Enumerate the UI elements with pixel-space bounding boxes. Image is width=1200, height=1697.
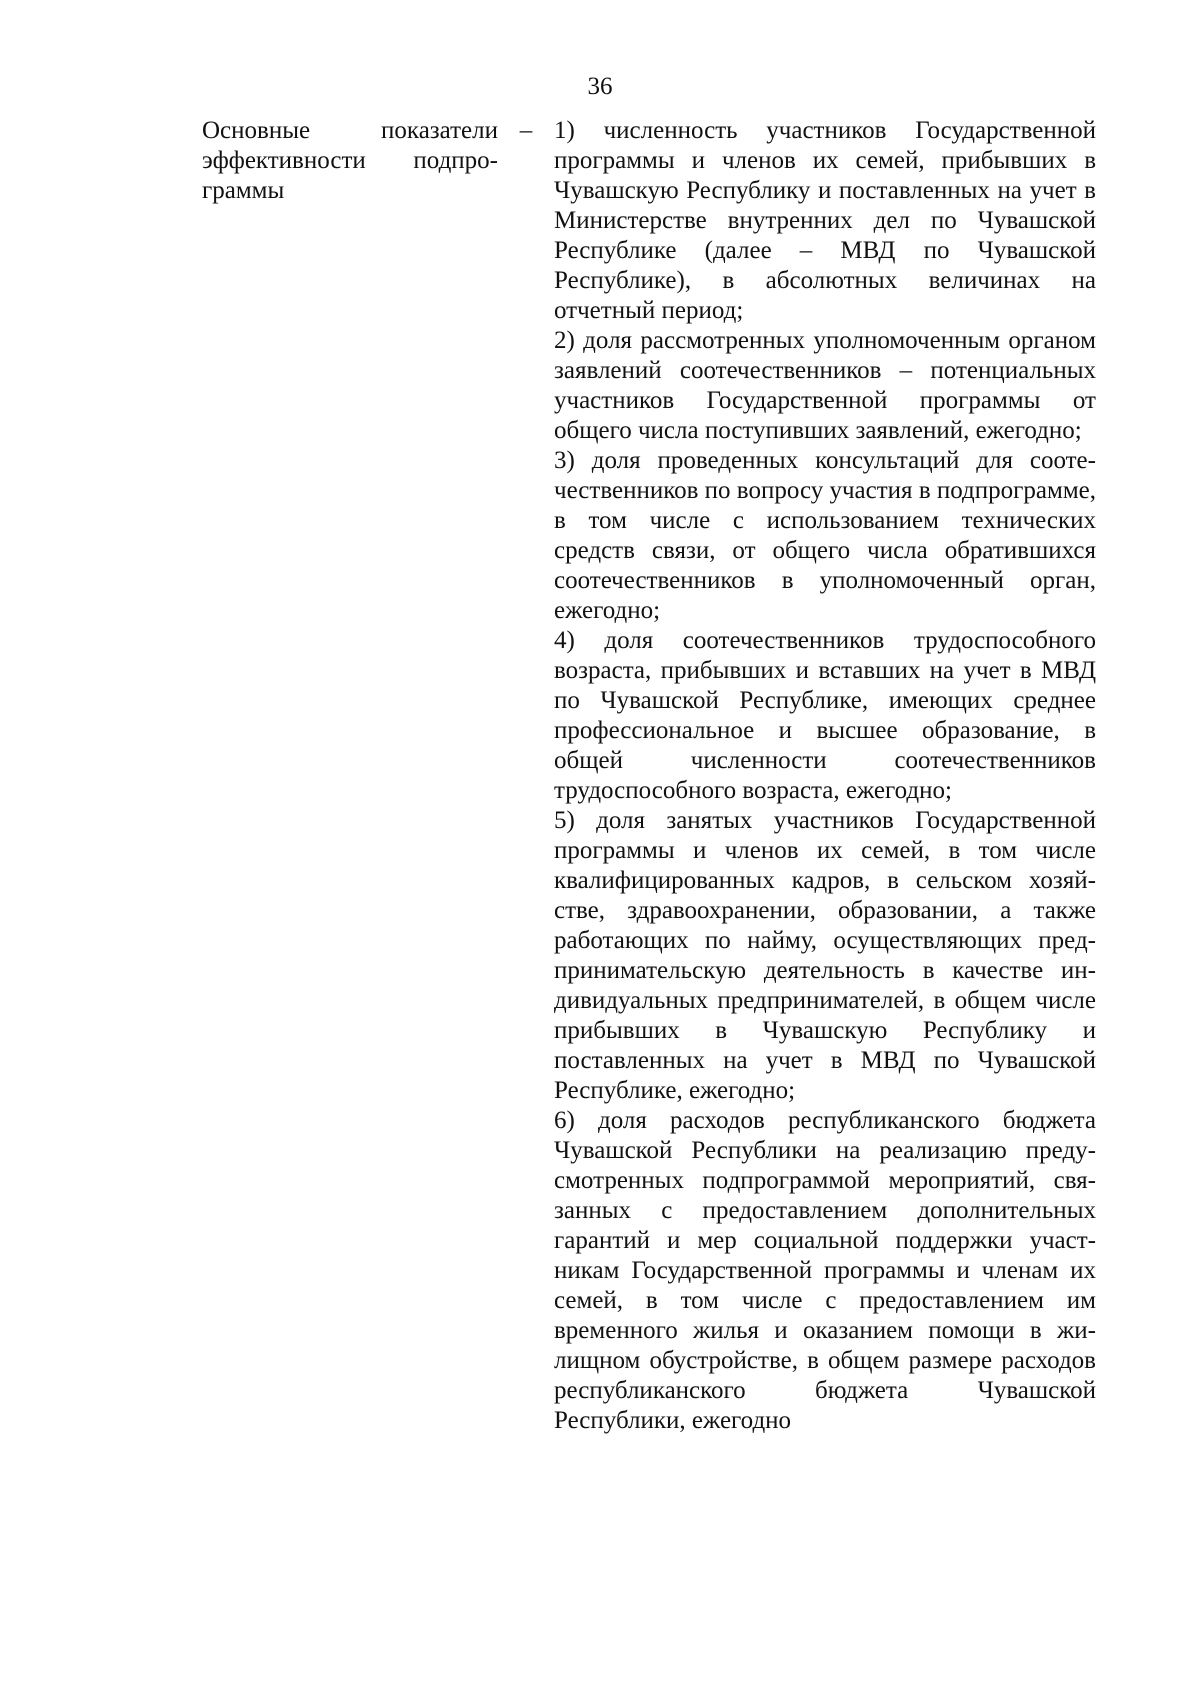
section-label: Основные показатели эффективности подпрограммы [202, 117, 498, 204]
indicator-item-6: 6) доля расходов республиканского бюджета Чувашской Республики на реализацию предусмотренных подпрограммой мероприятий, связанных с предоставлением дополнительных гарантий и мер социальной поддержки участникам Государственной программы и членам их семей, в том числе с предоставлением им временного жилья и оказанием помощи в жилищном обустройстве, в общем размере расходов республиканского бюджета Чувашской Республики, ежегодно [554, 1107, 1096, 1434]
indicator-item-5: 5) доля занятых участников Государственной программы и членов их семей, в том числе квалифицированных кадров, в сельском хозяйстве, здравоохранении, образовании, а также работающих по найму, осуществляющих предпринимательскую деятельность в качестве индивидуальных предпринимателей, в общем числе прибывших в Чувашскую Республику и поставленных на учет в МВД по Чувашской Республике, ежегодно; [554, 807, 1096, 1104]
indicator-item-4: 4) доля соотечественников трудоспособного возраста, прибывших и вставших на учет в МВД по Чувашской Республике, имеющих среднее профессиональное и высшее образование, в общей численности соотечественников трудоспособного возраста, ежегодно; [554, 627, 1096, 804]
indicator-item-1: 1) численность участников Государственной программы и членов их семей, прибывших в Чувашскую Республику и поставленных на учет в Министерстве внутренних дел по Чувашской Республике (далее – МВД по Чувашской Республике), в абсолютных величинах на отчетный период; [554, 117, 1096, 324]
indicators-list [554, 116, 1096, 1436]
indicator-item-2: 2) доля рассмотренных уполномоченным органом заявлений соотечественников – потенциальных участников Государственной программы от общего числа поступивших заявлений, ежегодно; [554, 327, 1096, 444]
page-number: 36 [587, 73, 613, 100]
indicators-section [202, 116, 1096, 1436]
indicator-item-3: 3) доля проведенных консультаций для соотечественников по вопросу участия в подпрограмме, в том числе с использованием технических средств связи, от общего числа обратившихся соотечественников в уполномоченный орган, ежегодно; [554, 447, 1096, 624]
label-dash: – [519, 117, 533, 144]
